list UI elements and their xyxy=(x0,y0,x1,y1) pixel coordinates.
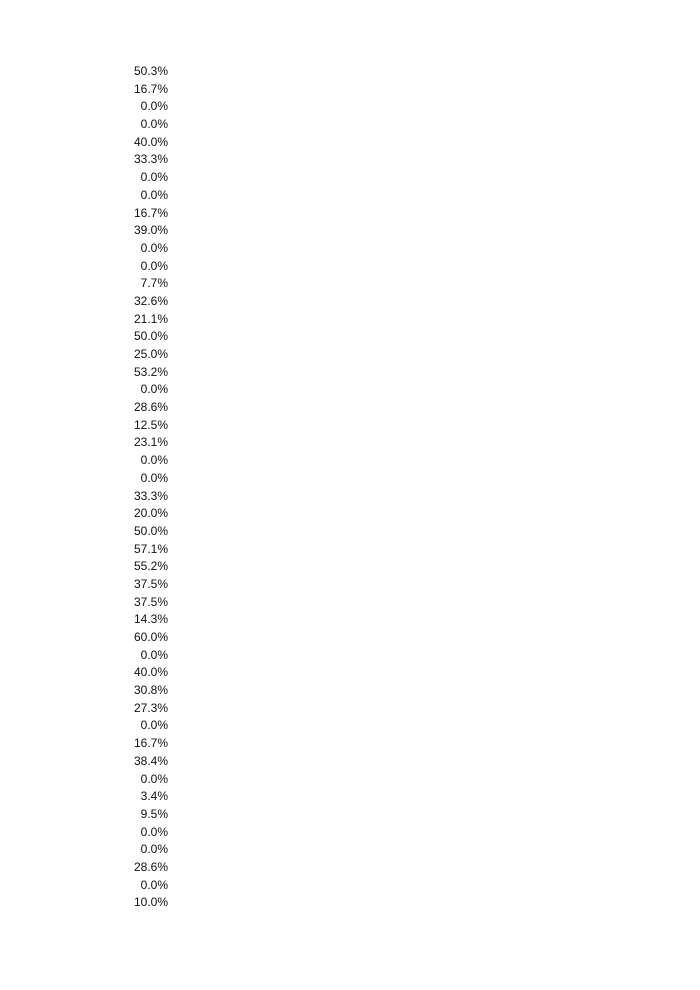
percentage-cell: 0.0% xyxy=(140,824,168,839)
percentage-cell: 0.0% xyxy=(140,877,168,892)
percentage-cell: 38.4% xyxy=(133,753,168,768)
percentage-cell: 27.3% xyxy=(133,700,168,715)
percentage-cell: 50.0% xyxy=(133,329,168,344)
percentage-cell: 55.2% xyxy=(133,559,168,574)
percentage-cell: 30.8% xyxy=(133,683,168,698)
percentage-cell: 39.0% xyxy=(133,223,168,238)
percentage-cell: 9.5% xyxy=(140,806,168,821)
percentage-cell: 50.3% xyxy=(133,64,168,78)
percentage-cell: 0.0% xyxy=(140,842,168,857)
percentage-cell: 23.1% xyxy=(133,435,168,450)
percentage-cell: 21.1% xyxy=(133,311,168,326)
percentage-cell: 0.0% xyxy=(140,718,168,733)
percentage-cell: 0.0% xyxy=(140,240,168,255)
percentage-cell: 0.0% xyxy=(140,170,168,185)
percentage-cell: 12.5% xyxy=(133,417,168,432)
percentage-cell: 0.0% xyxy=(140,647,168,662)
percentage-cell: 7.7% xyxy=(140,276,168,291)
percentage-cell: 10.0% xyxy=(133,895,168,910)
percentage-cell: 32.6% xyxy=(133,293,168,308)
percentage-cell: 33.3% xyxy=(133,152,168,167)
percentage-cell: 3.4% xyxy=(140,789,168,804)
percentage-cell: 20.0% xyxy=(133,506,168,521)
percentage-cell: 16.7% xyxy=(133,736,168,751)
percentage-cell: 37.5% xyxy=(133,576,168,591)
percentage-cell: 25.0% xyxy=(133,347,168,361)
percentage-cell: 53.2% xyxy=(133,364,168,379)
percentage-cell: 0.0% xyxy=(140,187,168,202)
percentage-cell: 37.5% xyxy=(133,594,168,609)
percentage-cell: 0.0% xyxy=(140,99,168,114)
percentage-cell: 57.1% xyxy=(133,541,168,556)
percentage-cell: 0.0% xyxy=(140,470,168,485)
percentage-cell: 0.0% xyxy=(140,117,168,132)
percentage-cell: 60.0% xyxy=(133,630,168,644)
percentage-cell: 33.3% xyxy=(133,488,168,503)
percentage-cell: 16.7% xyxy=(133,205,168,220)
percentage-column xyxy=(110,63,168,912)
percentage-cell: 0.0% xyxy=(140,258,168,273)
percentage-cell: 0.0% xyxy=(140,771,168,786)
percentage-cell: 28.6% xyxy=(133,859,168,874)
percentage-cell: 40.0% xyxy=(133,134,168,149)
percentage-cell: 14.3% xyxy=(133,612,168,627)
percentage-cell: 50.0% xyxy=(133,523,168,538)
percentage-cell: 16.7% xyxy=(133,81,168,96)
percentage-cell: 0.0% xyxy=(140,382,168,397)
percentage-cell: 40.0% xyxy=(133,665,168,680)
percentage-cell: 28.6% xyxy=(133,400,168,415)
percentage-cell: 0.0% xyxy=(140,453,168,468)
